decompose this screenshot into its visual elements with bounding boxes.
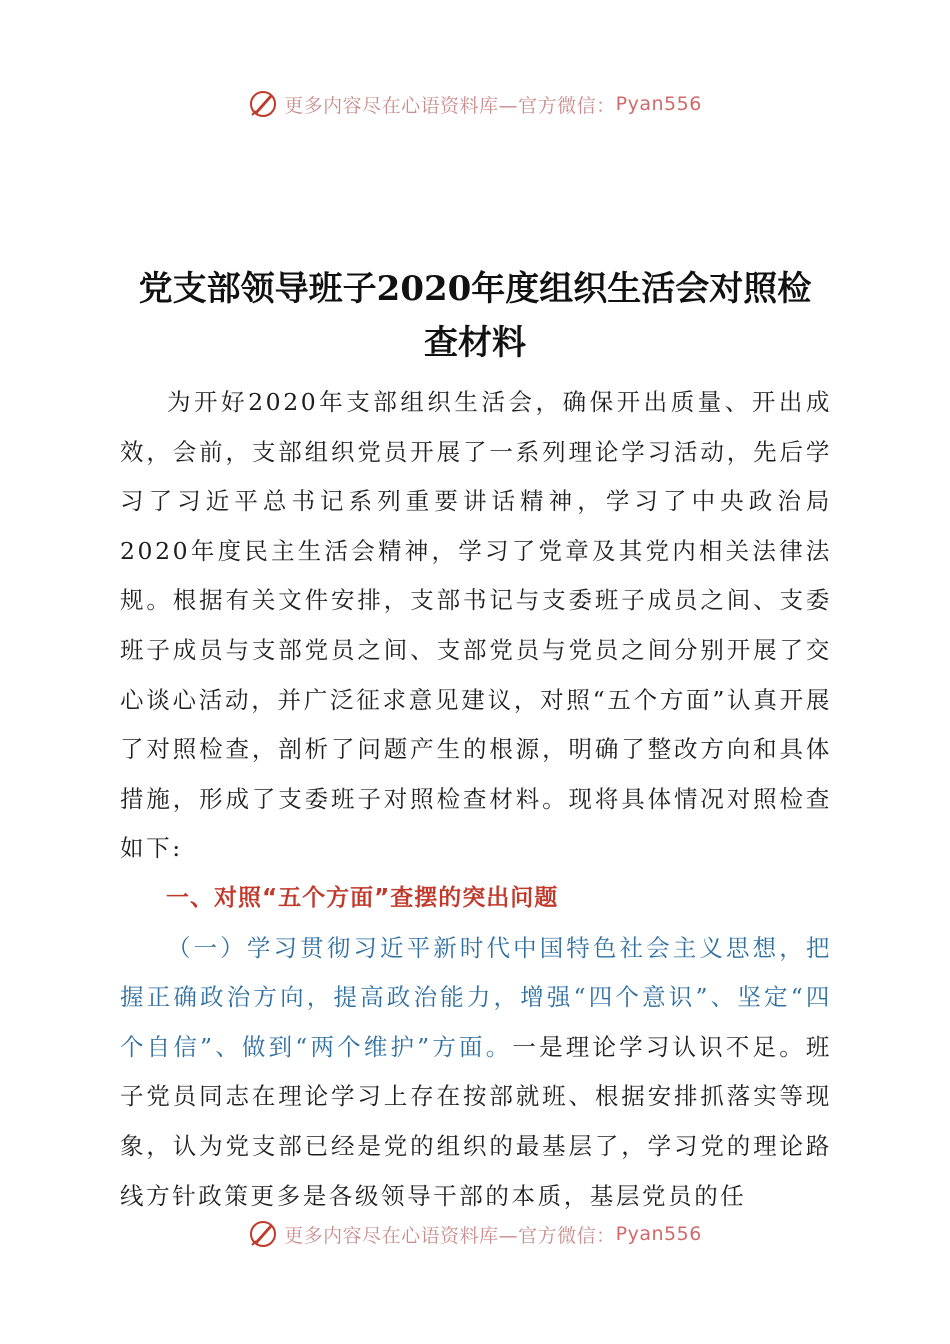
quill-logo-icon bbox=[248, 89, 278, 119]
watermark-footer bbox=[0, 1214, 950, 1254]
intro-paragraph: 为开好2020年支部组织生活会，确保开出质量、开出成效，会前，支部组织党员开展了一系列理论学习活动，先后学习了习近平总书记系列重要讲话精神，学习了中央政治局2020年度民主生活会精神，学习了党章及其党内相关法律法规。根据有关文件安排，支部书记与支委班子成员之间、支委班子成员与支部党员之间、支部党员与党员之间分别开展了交心谈心活动，并广泛征求意见建议，对照“五个方面”认真开展了对照检查，剖析了问题产生的根源，明确了整改方向和具体措施，形成了支委班子对照检查材料。现将具体情况对照检查如下: bbox=[120, 388, 832, 863]
section-paragraph bbox=[120, 924, 832, 1222]
section-heading-1: 一、对照“五个方面”查摆的突出问题 bbox=[166, 884, 559, 911]
quill-logo-icon bbox=[248, 1219, 278, 1249]
watermark-handle: Pyan556 bbox=[615, 93, 702, 115]
title-line-2: 查材料 bbox=[424, 323, 526, 363]
watermark-text: 更多内容尽在心语资料库—官方微信： bbox=[284, 1224, 616, 1247]
document-title bbox=[100, 262, 850, 370]
watermark-header bbox=[0, 84, 950, 124]
sub-heading-1: （一）学习贯彻习近平新时代中国特色社会主义思想，把握正确政治方向，提高政治能力，增强“四个意识”、坚定“四个自信”、做到“两个维护”方面。 bbox=[120, 933, 832, 1061]
watermark-handle: Pyan556 bbox=[615, 1223, 702, 1245]
watermark-text: 更多内容尽在心语资料库—官方微信： bbox=[284, 94, 616, 117]
section-body-text: 一是理论学习认识不足。班子党员同志在理论学习上存在按部就班、根据安排抓落实等现象，认为党支部已经是党的组织的最基层了，学习党的理论路线方针政策更多是各级领导干部的本质，基层党员的任 bbox=[120, 1032, 832, 1210]
title-line-1: 党支部领导班子2020年度组织生活会对照检 bbox=[138, 269, 812, 309]
document-body bbox=[120, 378, 832, 1221]
